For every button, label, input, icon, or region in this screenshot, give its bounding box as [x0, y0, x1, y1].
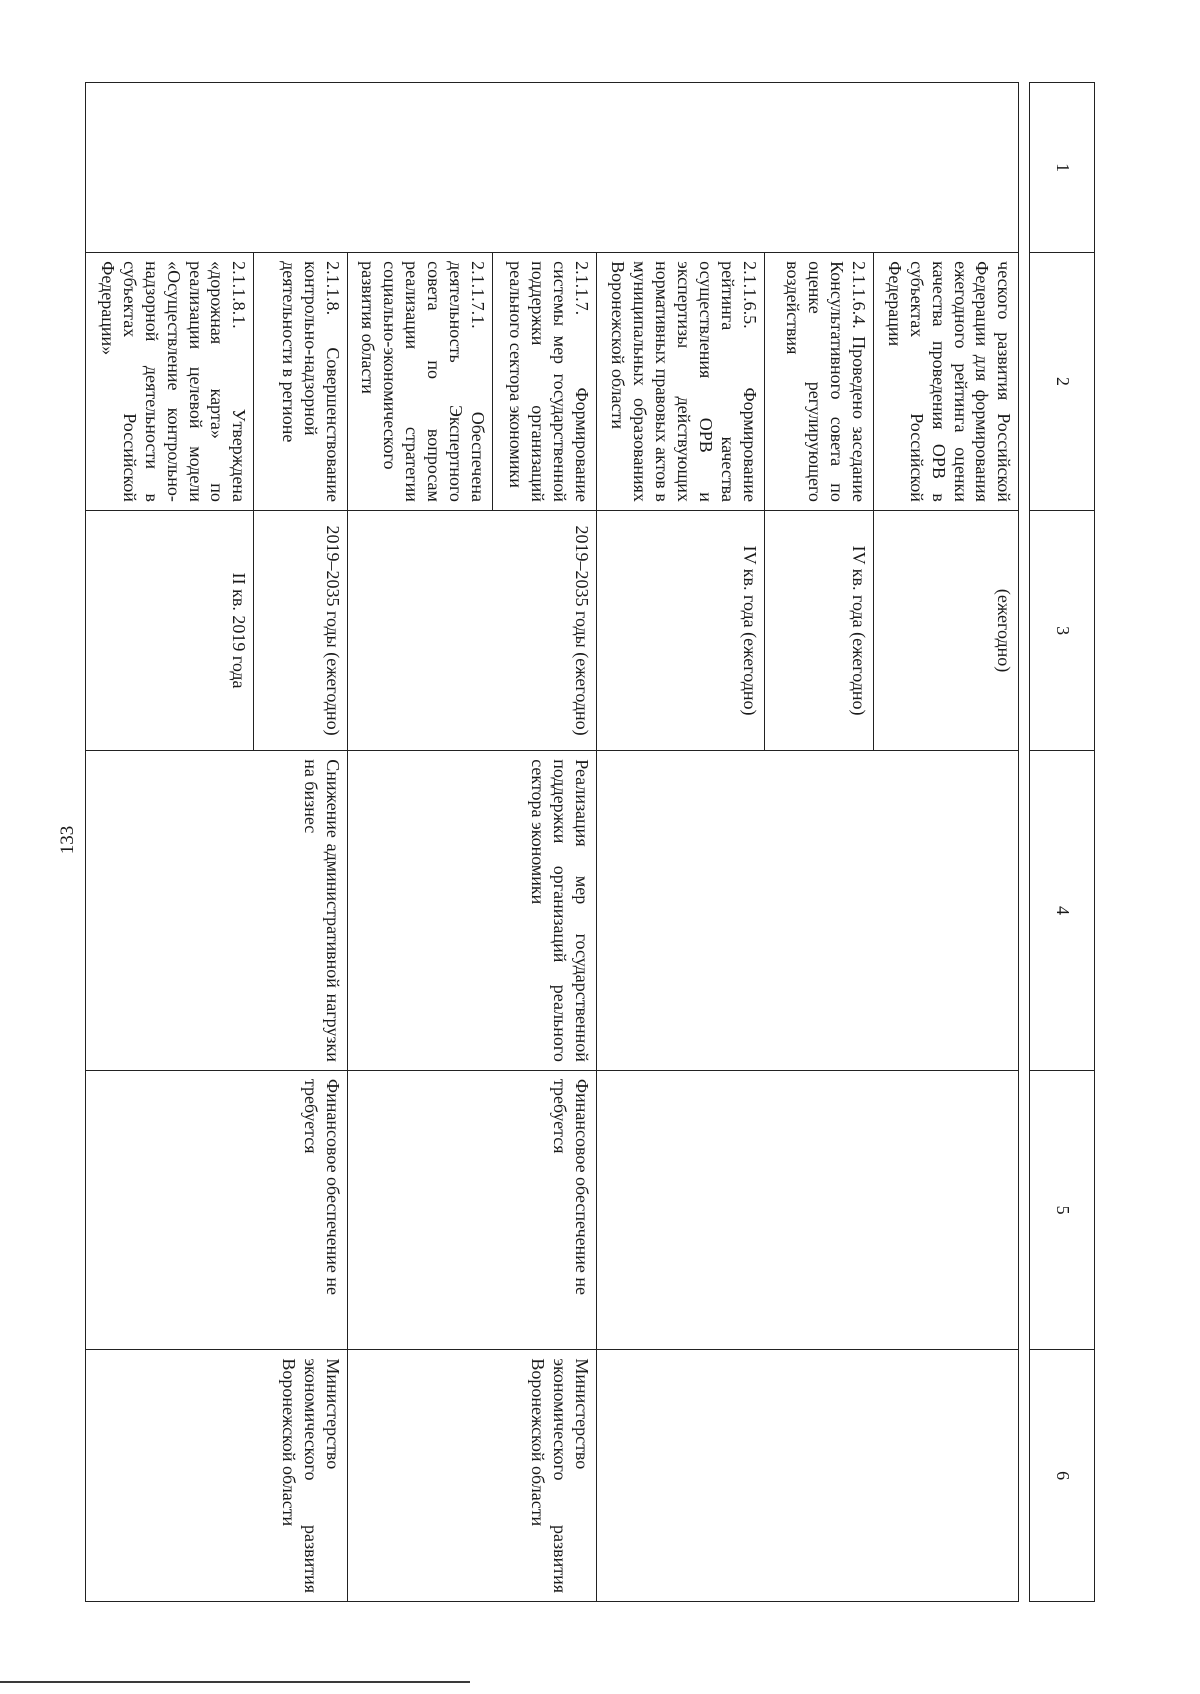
col2-cell: 2.1.1.7. Формирование системы мер государственной поддержки организаций реального сектора экономики — [493, 253, 597, 511]
col-header-6: 6 — [1029, 1350, 1094, 1602]
col-header-2: 2 — [1029, 253, 1094, 511]
col4-cell — [596, 751, 1019, 1071]
header-separator — [1019, 83, 1029, 1602]
col6-cell: Министерство экономического развития Воронежской области — [347, 1350, 596, 1602]
col5-cell — [596, 1070, 1019, 1349]
col1-cell — [86, 83, 1019, 253]
table-row — [493, 83, 597, 1602]
col2-cell: 2.1.1.8. Совершенствование контрольно-надзорной деятельности в регионе — [254, 253, 347, 511]
col6-cell — [596, 1350, 1019, 1602]
table-row — [254, 83, 347, 1602]
col2-cell: ческого развития Российской Федерации для формирования ежегодного рейтинга оценки качества проведения ОРВ в субъектах Российской Федерации — [873, 253, 1019, 511]
bottom-rule — [0, 1681, 470, 1683]
header-row — [1029, 83, 1094, 1602]
col2-cell: 2.1.1.7.1. Обеспечена деятельность Экспертного совета по вопросам реализации стратегии социально-экономического развития области — [347, 253, 493, 511]
col3-cell: 2019–2035 годы (ежегодно) — [254, 510, 347, 750]
col4-cell: Реализация мер государственной поддержки организаций реального сектора экономики — [347, 751, 596, 1071]
document-table-rotated — [85, 82, 1095, 1602]
col6-cell: Министерство экономического развития Воронежской области — [86, 1350, 348, 1602]
table-row — [873, 83, 1019, 1602]
col3-cell: IV кв. года (ежегодно) — [596, 510, 764, 750]
col-header-5: 5 — [1029, 1070, 1094, 1349]
col2-cell: 2.1.1.6.5. Формирование рейтинга качества осуществления ОРВ и экспертизы действующих нормативных правовых актов в муниципальных образованиях Воронежской области — [596, 253, 764, 511]
col3-cell: (ежегодно) — [873, 510, 1019, 750]
col-header-4: 4 — [1029, 751, 1094, 1071]
col-header-3: 3 — [1029, 510, 1094, 750]
col2-cell: 2.1.1.8.1. Утверждена «дорожная карта» по реализации целевой модели «Осуществление контрольно-надзорной деятельности в субъектах Российской Федерации» — [86, 253, 254, 511]
col5-cell: Финансовое обеспечение не требуется — [86, 1070, 348, 1349]
col3-cell: IV кв. года (ежегодно) — [765, 510, 874, 750]
plan-table — [85, 82, 1095, 1602]
col5-cell: Финансовое обеспечение не требуется — [347, 1070, 596, 1349]
col3-cell: II кв. 2019 года — [86, 510, 254, 750]
page-number: 133 — [57, 825, 78, 855]
col-header-1: 1 — [1029, 83, 1094, 253]
col2-cell: 2.1.1.6.4. Проведено заседание Консультативного совета по оценке регулирующего воздействия — [765, 253, 874, 511]
col3-cell: 2019–2035 годы (ежегодно) — [347, 510, 596, 750]
col4-cell: Снижение административной нагрузки на бизнес — [86, 751, 348, 1071]
